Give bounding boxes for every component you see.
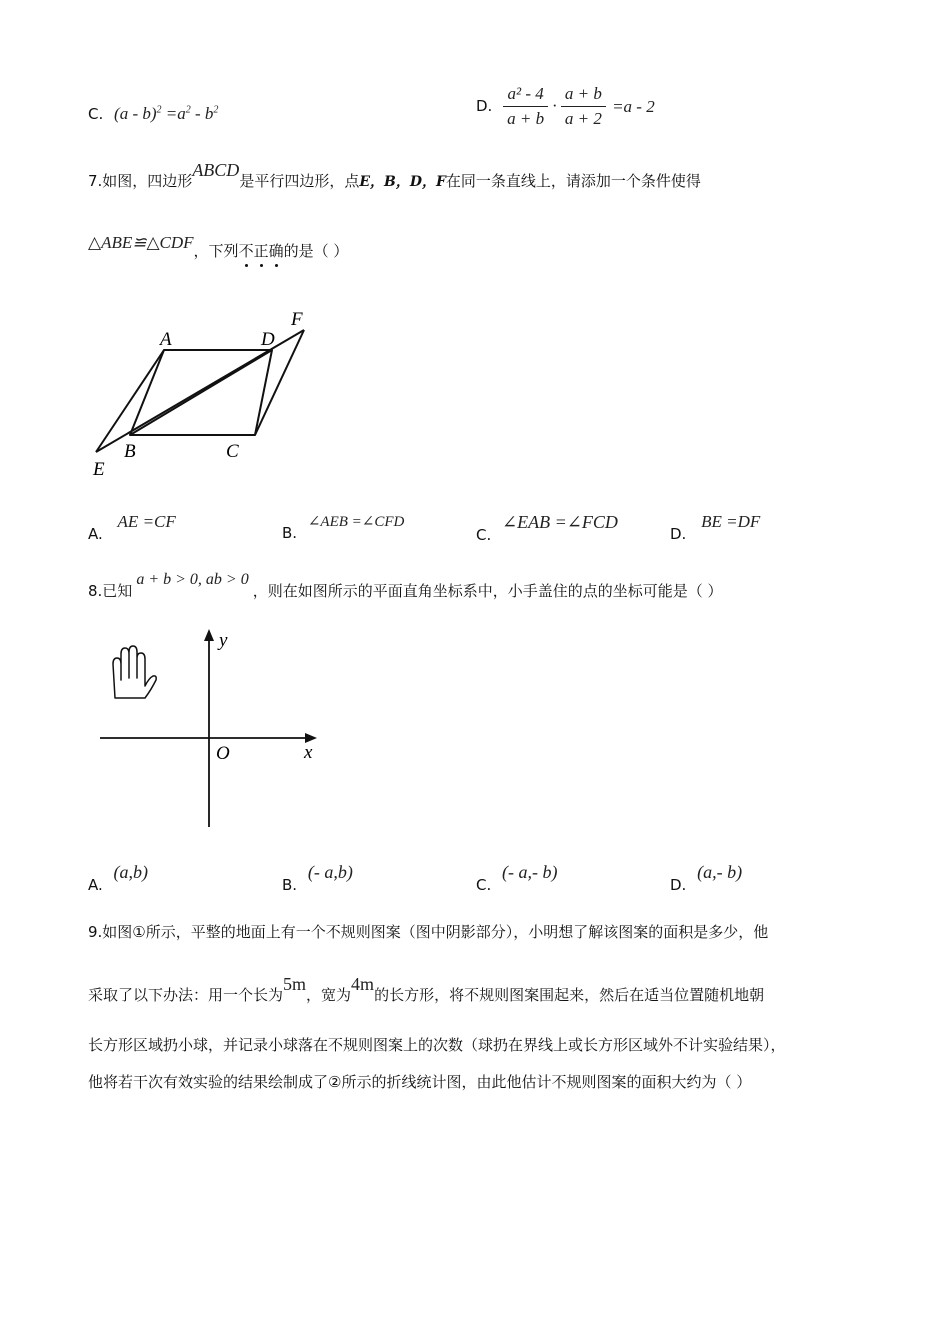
q7-stem-line2: △ABE≌△CDF，下列不正确的是（ ） — [88, 233, 349, 260]
q9-line3: 长方形区域扔小球，并记录小球落在不规则图案上的次数（球扔在界线上或长方形区域外不计实验结果）， — [88, 1036, 786, 1054]
x-axis-label: x — [304, 742, 313, 763]
label-f: F — [291, 309, 303, 330]
width-value: 4m — [351, 974, 375, 994]
congruence-expression: △ABE≌△CDF — [88, 233, 194, 252]
q7-option-b: B. ∠AEB =∠CFD — [282, 514, 405, 542]
q9-line2: 采取了以下办法：用一个长为5m，宽为4m的长方形，将不规则图案围起来，然后在适当位置随机地朝 — [88, 974, 765, 1004]
option-expression: $(a - b)^2 =a^2 - b^2$ — [114, 104, 219, 123]
q8-coordinate-figure — [95, 622, 335, 832]
math-condition: a + b > 0, ab > 0 — [136, 571, 249, 588]
q6-option-c — [88, 104, 218, 124]
y-axis-arrow — [204, 629, 214, 641]
q8-stem: 8.已知a + b > 0, ab > 0，则在如图所示的平面直角坐标系中，小手盖住的点的坐标可能是（ ） — [88, 571, 723, 600]
label-b: B — [124, 441, 136, 462]
label-e: E — [93, 459, 105, 480]
q7-option-d: D. BE =DF — [670, 512, 761, 543]
diagonal-bd — [130, 350, 272, 435]
q7-stem-line1: 7.如图，四边形ABCD是平行四边形，点E，B，D，F在同一条直线上，请添加一个条件使得 — [88, 160, 701, 190]
math-abcd: ABCD — [192, 160, 240, 180]
length-value: 5m — [283, 974, 307, 994]
fraction: $\frac{\text{a² - 4}}{a + b}$ — [503, 84, 548, 129]
option-expression: $\frac{\text{a² - 4}}{a + b}$ · $\frac{a + b}{a + 2}$ =a - 2 — [503, 95, 655, 114]
segment-ae — [96, 350, 164, 452]
origin-label: O — [216, 743, 230, 764]
option-label: C. — [88, 105, 104, 123]
q6-option-d — [476, 84, 655, 129]
q7-option-a: A. AE =CF — [88, 512, 176, 543]
q8-option-c: C. (- a,- b) — [476, 862, 558, 894]
q7-parallelogram-figure — [88, 305, 318, 480]
label-a: A — [160, 329, 172, 350]
q9-line4: 他将若干次有效实验的结果绘制成了②所示的折线统计图，由此他估计不规则图案的面积大约为（ ） — [88, 1073, 752, 1091]
q8-option-b: B. (- a,b) — [282, 862, 353, 894]
label-d: D — [261, 329, 275, 350]
option-label: D. — [476, 96, 493, 115]
q8-option-d: D. (a,- b) — [670, 862, 743, 894]
fraction: $\frac{a + b}{a + 2}$ — [561, 84, 606, 129]
q8-option-a: A. (a,b) — [88, 862, 149, 894]
label-c: C — [226, 441, 239, 462]
q7-option-c: C. ∠EAB =∠FCD — [476, 512, 618, 544]
hand-icon — [113, 646, 156, 698]
y-axis-label: y — [219, 630, 228, 651]
q9-line1: 9.如图①所示，平整的地面上有一个不规则图案（图中阴影部分），小明想了解该图案的面积是多少，他 — [88, 923, 769, 941]
